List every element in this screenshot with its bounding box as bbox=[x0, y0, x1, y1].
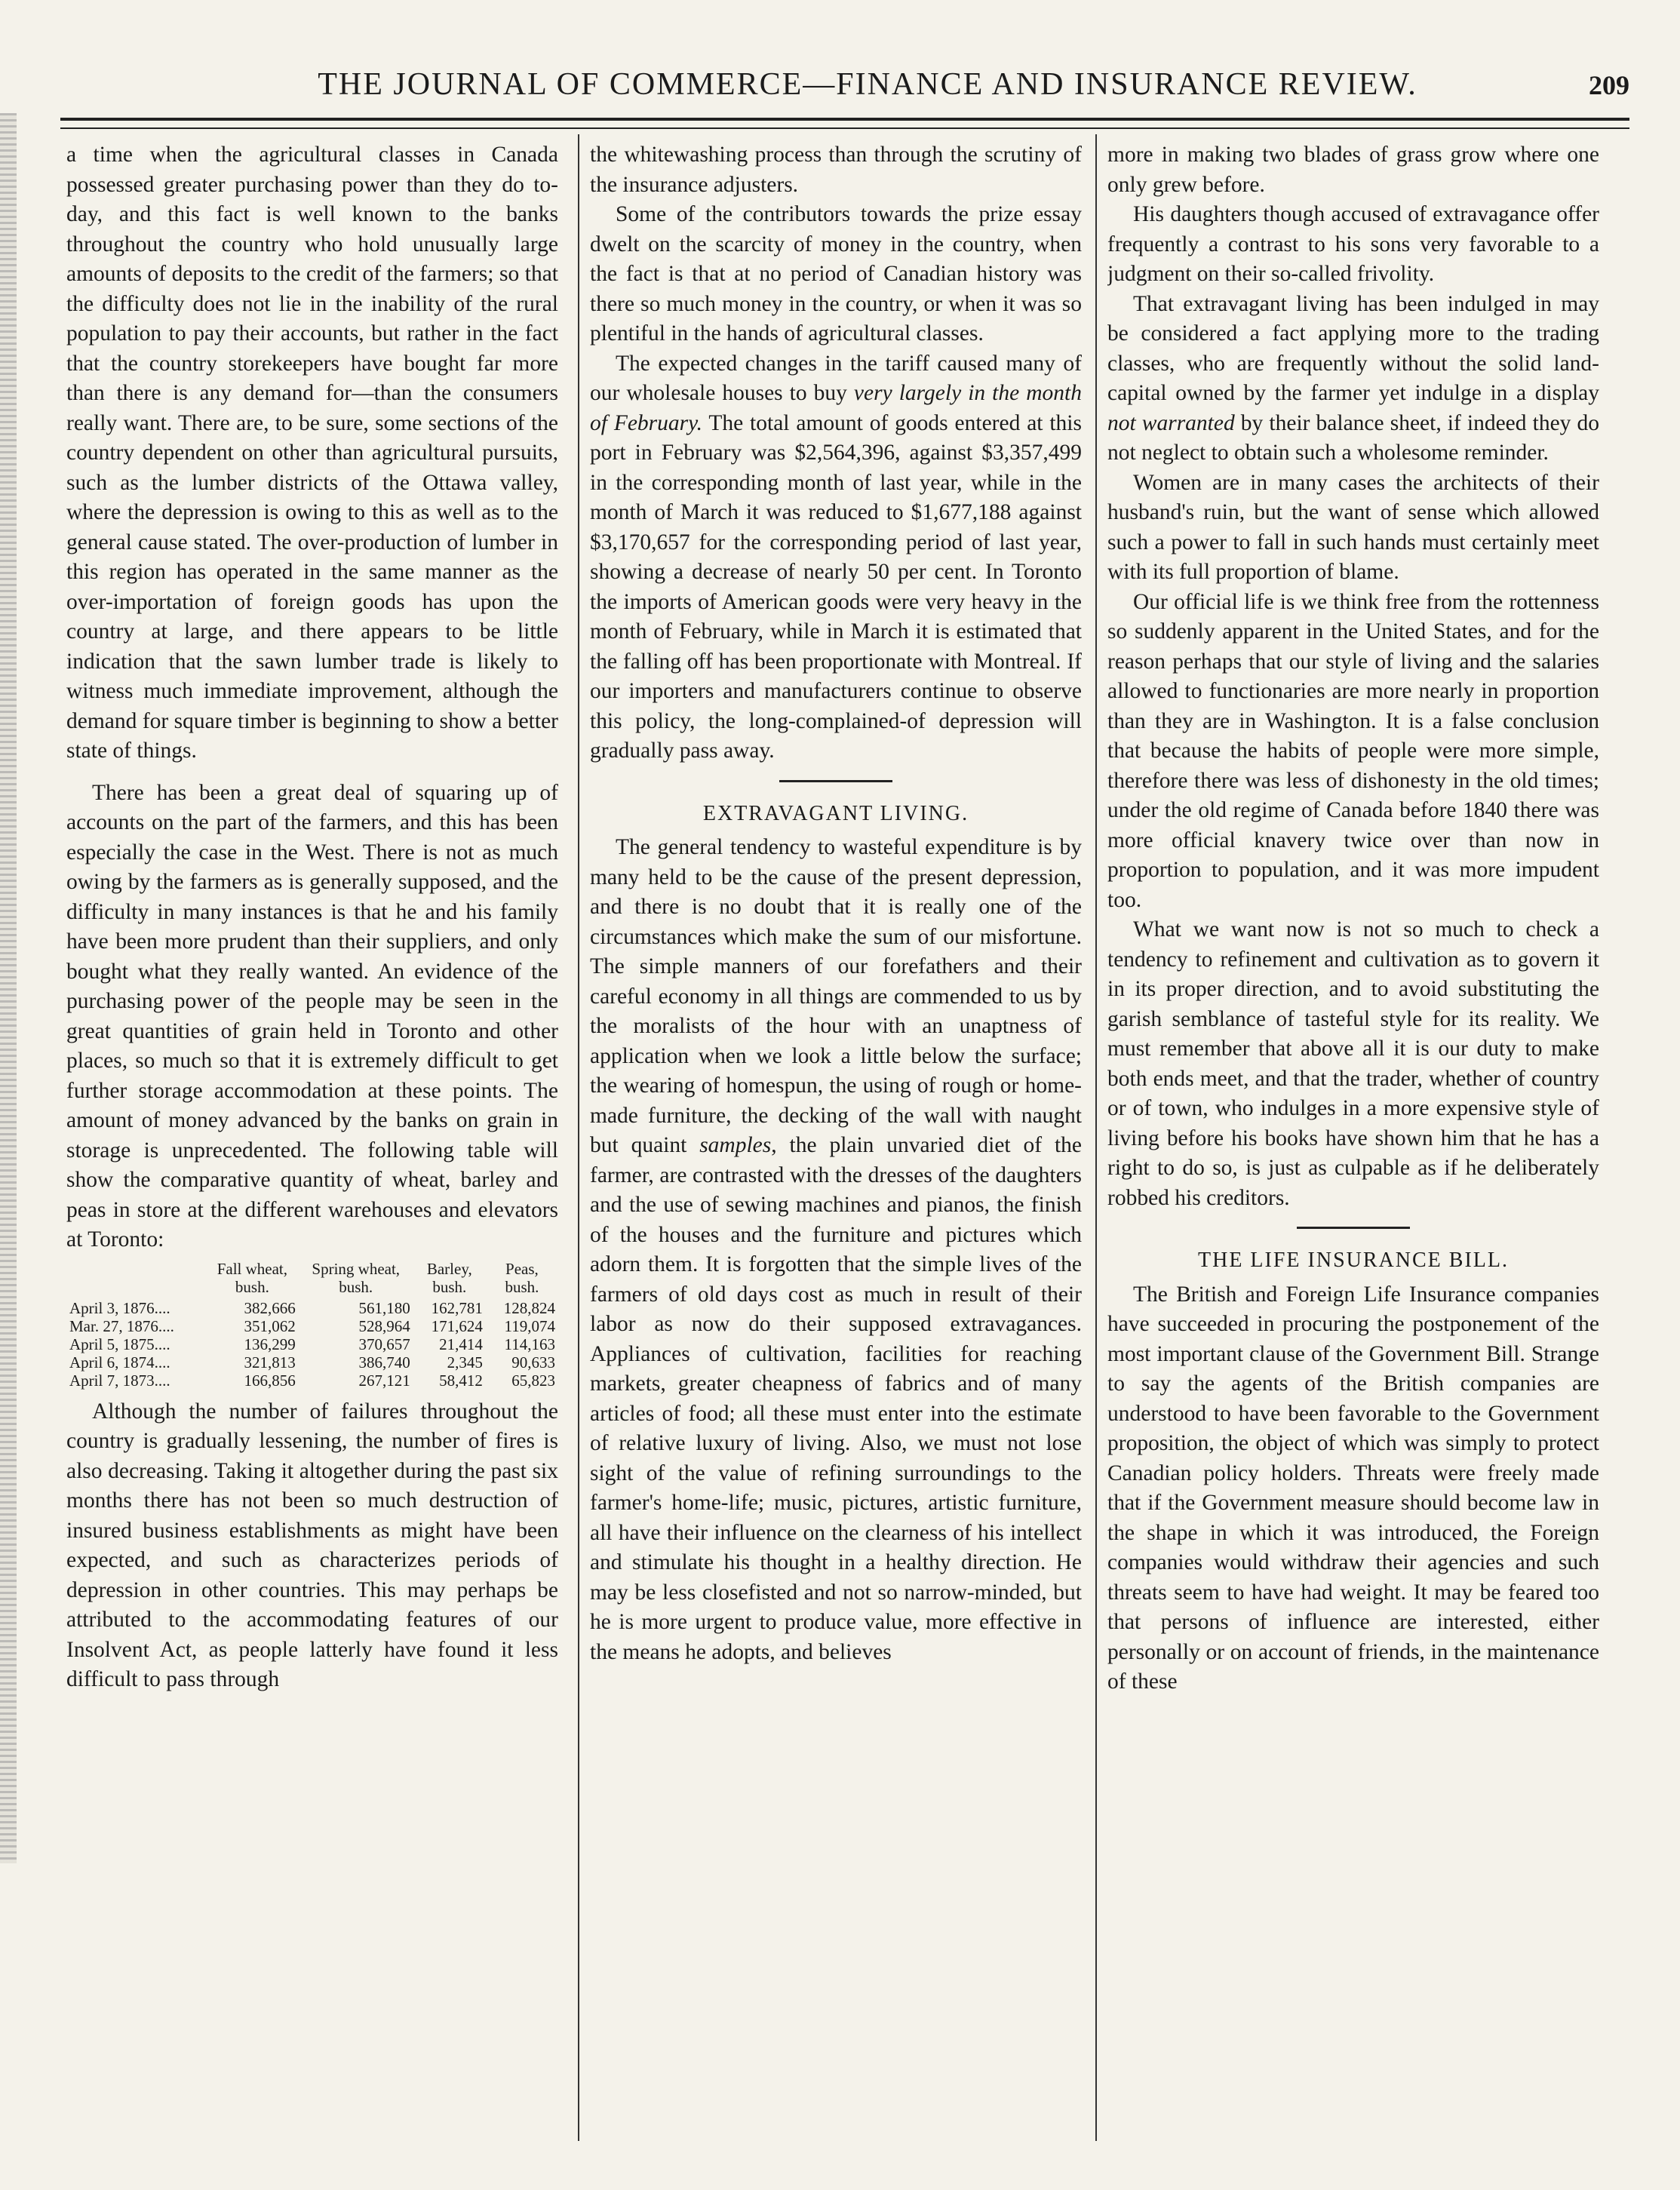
table-cell: 21,414 bbox=[439, 1335, 483, 1353]
text-run: The total amount of goods entered at this port in February was $2,564,396, against $3,357,499 in the corresponding month of last year, while in the month of March it was reduced to $1,677,188 against $3,170,657 for the corresponding period of last year, showing a decrease of nearly 50 per cent. In Toronto the imports of American goods were very heavy in the month of February, while in March it is estimated that the falling off has been proportionate with Montreal. If our importers and manufacturers continue to observe this policy, the long-complained-of depression will gradually pass away. bbox=[590, 410, 1082, 763]
table-header: Barley, bbox=[426, 1259, 472, 1278]
section-rule bbox=[1297, 1227, 1410, 1229]
table-cell: April 6, 1874.... bbox=[69, 1353, 170, 1371]
table-cell: 58,412 bbox=[439, 1371, 483, 1390]
binding-edge bbox=[0, 113, 17, 1863]
text-run: by their balance sheet, if indeed they do not neglect to obtain such a wholesome reminder. bbox=[1107, 410, 1599, 465]
table-cell: 321,813 bbox=[244, 1353, 296, 1371]
paragraph: the whitewashing process than through the scrutiny of the insurance adjusters. bbox=[590, 143, 1082, 197]
table-cell: 561,180 bbox=[358, 1298, 410, 1317]
page-header bbox=[60, 66, 1629, 112]
paragraph: Our official life is we think free from the rottenness so suddenly apparent in the United States, and for the reason perhaps that our style of living and the salaries allowed to functionaries are more nearly in proportion than they are in Washington. It is a false conclusion that because the habits of people were more simple, therefore there was less of dishonesty in the old times; under the old regime of Canada before 1840 there was more official knavery twice over than now in proportion to population, and it was more impudent too. bbox=[1107, 589, 1599, 912]
paragraph: Some of the contributors towards the prize essay dwelt on the scarcity of money in the country, when the fact is that at no period of Canadian history was there so much money in the country, or when it was so plentiful in the hands of agricultural classes. bbox=[590, 202, 1082, 346]
paragraph bbox=[1107, 290, 1599, 468]
table-header-row bbox=[66, 1260, 558, 1278]
paragraph: a time when the agricultural classes in Canada possessed greater purchasing power than they do to-day, and this fact is well known to the banks throughout the country who hold unusually large amounts of deposits to the credit of the farmers; so that the difficulty does not lie in the inability of the rural population to pay their accounts, but rather in the fact that the country storekeepers have bought far more than there is any demand for—than the consumers really want. There are, to be sure, some sections of the country dependent on other than agricultural pursuits, such as the lumber districts of the Ottawa valley, where the depression is owing to this as well as to the general cause stated. The over-production of lumber in this region has operated in the same manner as the over-importation of foreign goods has upon the country at large, and there appears to be little indication that the sawn lumber trade is likely to witness much immediate improvement, although the demand for square timber is beginning to show a better state of things. bbox=[66, 143, 558, 763]
table-unit: bush. bbox=[339, 1277, 373, 1296]
column-1 bbox=[66, 140, 558, 2087]
grain-table bbox=[66, 1260, 558, 1390]
table-unit: bush. bbox=[235, 1277, 269, 1296]
table-cell: 119,074 bbox=[504, 1316, 555, 1335]
text-run: That extravagant living has been indulged in may be considered a fact applying more to the trading classes, who are frequently without the solid land-capital owned by the farmer yet indulge in a display bbox=[1107, 291, 1599, 405]
table-row bbox=[66, 1371, 558, 1390]
paragraph bbox=[590, 349, 1082, 766]
italic-run: samples bbox=[699, 1133, 772, 1157]
paragraph: Women are in many cases the architects of their husband's ruin, but the want of sense which allowed such a power to fall in such hands must certainly meet with its full proportion of blame. bbox=[1107, 470, 1599, 584]
table-row bbox=[66, 1353, 558, 1371]
table-cell: 171,624 bbox=[431, 1316, 483, 1335]
table-cell: 267,121 bbox=[358, 1371, 410, 1390]
text-run: The general tendency to wasteful expenditure is by many held to be the cause of the present depression, and there is no doubt that it is really one of the circumstances which make the sum of our misfortune. The simple manners of our forefathers and their careful economy in all things are commended to us by the moralists of the hour with an unaptness of application when we look a little below the surface; the wearing of homespun, the using of rough or home-made furniture, the decking of the wall with naught but quaint bbox=[590, 835, 1082, 1157]
table-unit: bush. bbox=[432, 1277, 467, 1296]
table-cell: April 3, 1876.... bbox=[69, 1298, 170, 1317]
table-cell: 90,633 bbox=[511, 1353, 555, 1371]
table-cell: 114,163 bbox=[504, 1335, 555, 1353]
section-rule bbox=[779, 780, 892, 782]
table-cell: April 7, 1873.... bbox=[69, 1371, 170, 1390]
section-heading: EXTRAVAGANT LIVING. bbox=[702, 801, 969, 825]
paragraph: What we want now is not so much to check a tendency to refinement and cultivation as to govern it in its proper direction, and to avoid substituting the garish semblance of tasteful style for its reality. We must remember that above all it is our duty to make both ends meet, and that the trader, whether of country or of town, who indulges in a more expensive style of living before his books have shown him that he has a right to do so, is just as culpable as if he deliberately robbed his creditors. bbox=[1107, 917, 1599, 1210]
column-2 bbox=[590, 140, 1082, 2087]
text-run: , the plain unvaried diet of the farmer, are contrasted with the dresses of the daughters and the use of sewing machines and pianos, the finish of the houses and the furniture and pictures which adorn them. It is forgotten that the simple lives of the farmers of old days cost as much in result of their labor as now do their supposed extravagances. Appliances of cultivation, facilities for reaching markets, greater cheapness of fabrics and of many articles of food; all these must enter into the estimate of relative luxury of living. Also, we must not lose sight of the value of refining surroundings to the farmer's home-life; music, pictures, artistic furniture, all have their influence on the clearness of his intellect and stimulate his thought in a healthy direction. He may be less closefisted and not so narrow-minded, but he is more urgent to produce value, more effective in the means he adopts, and believes bbox=[590, 1133, 1082, 1664]
table-cell: 386,740 bbox=[358, 1353, 410, 1371]
table-cell: 2,345 bbox=[447, 1353, 483, 1371]
table-row bbox=[66, 1299, 558, 1317]
section-heading: THE LIFE INSURANCE BILL. bbox=[1198, 1249, 1509, 1272]
table-row bbox=[66, 1317, 558, 1335]
table-cell: April 5, 1875.... bbox=[69, 1335, 170, 1353]
table-header bbox=[66, 1260, 206, 1278]
paragraph: His daughters though accused of extravagance offer frequently a contrast to his sons very favorable to a judgment on their so-called frivolity. bbox=[1107, 202, 1599, 286]
italic-run: very largely in the month of February. bbox=[590, 381, 1082, 435]
paragraph: The British and Foreign Life Insurance companies have succeeded in procuring the postponement of the most important clause of the Government Bill. Strange to say the agents of the British companies are understood to have been favorable to the Government proposition, the object of which was simply to protect Canadian policy holders. Threats were freely made that if the Government measure should become law in the shape in which it was introduced, the Foreign companies would withdraw their agencies and such threats seem to have had weight. It may be feared too that persons of influence are interested, either personally or on account of friends, in the maintenance of these bbox=[1107, 1282, 1599, 1694]
table-cell: 370,657 bbox=[358, 1335, 410, 1353]
table-cell: 528,964 bbox=[358, 1316, 410, 1335]
table-cell: Mar. 27, 1876.... bbox=[69, 1316, 174, 1335]
table-header: Spring wheat, bbox=[312, 1259, 401, 1278]
paragraph: There has been a great deal of squaring up of accounts on the part of the farmers, and this has been especially the case in the West. There is not as much owing by the farmers as is generally supposed, and the difficulty in many instances is that he and his family have been more prudent than their suppliers, and only bought what they really wanted. An evidence of the purchasing power of the people may be seen in the great quantities of grain held in Toronto and other places, so much so that it is extremely difficult to get further storage accommodation at these points. The amount of money advanced by the banks on grain in storage is unprecedented. The following table will show the comparative quantity of wheat, barley and peas in store at the different warehouses and elevators at Toronto: bbox=[66, 780, 558, 1252]
table-cell: 162,781 bbox=[431, 1298, 483, 1317]
table-cell: 166,856 bbox=[244, 1371, 296, 1390]
table-cell: 382,666 bbox=[244, 1298, 296, 1317]
table-cell: 65,823 bbox=[511, 1371, 555, 1390]
table-cell: 351,062 bbox=[244, 1316, 296, 1335]
column-3 bbox=[1107, 140, 1599, 2087]
page-number: 209 bbox=[1589, 70, 1629, 100]
table-row bbox=[66, 1335, 558, 1353]
table-header: Fall wheat, bbox=[217, 1259, 288, 1278]
table-units-row bbox=[66, 1278, 558, 1299]
column-divider-2 bbox=[1095, 134, 1097, 2141]
table-unit: bush. bbox=[505, 1277, 539, 1296]
paragraph: more in making two blades of grass grow where one only grew before. bbox=[1107, 143, 1599, 197]
table-cell: 128,824 bbox=[503, 1298, 555, 1317]
running-title: THE JOURNAL OF COMMERCE—FINANCE AND INSURANCE REVIEW. bbox=[318, 67, 1417, 102]
table-cell: 136,299 bbox=[244, 1335, 296, 1353]
column-divider-1 bbox=[578, 134, 579, 2141]
text-run: The expected changes in the tariff caused many of our wholesale houses to buy bbox=[590, 351, 1082, 405]
table-unit bbox=[66, 1278, 206, 1299]
paragraph: Although the number of failures throughout the country is gradually lessening, the number of fires is also decreasing. Taking it altogether during the past six months there has not been so much destruction of insured business establishments as might have been expected, and such as characterizes periods of depression in other countries. This may perhaps be attributed to the accommodating features of our Insolvent Act, as people latterly have found it less difficult to pass through bbox=[66, 1399, 558, 1691]
italic-run: not warranted bbox=[1107, 410, 1235, 435]
table-header: Peas, bbox=[505, 1259, 539, 1278]
header-double-rule bbox=[60, 118, 1629, 129]
paragraph bbox=[590, 833, 1082, 1667]
